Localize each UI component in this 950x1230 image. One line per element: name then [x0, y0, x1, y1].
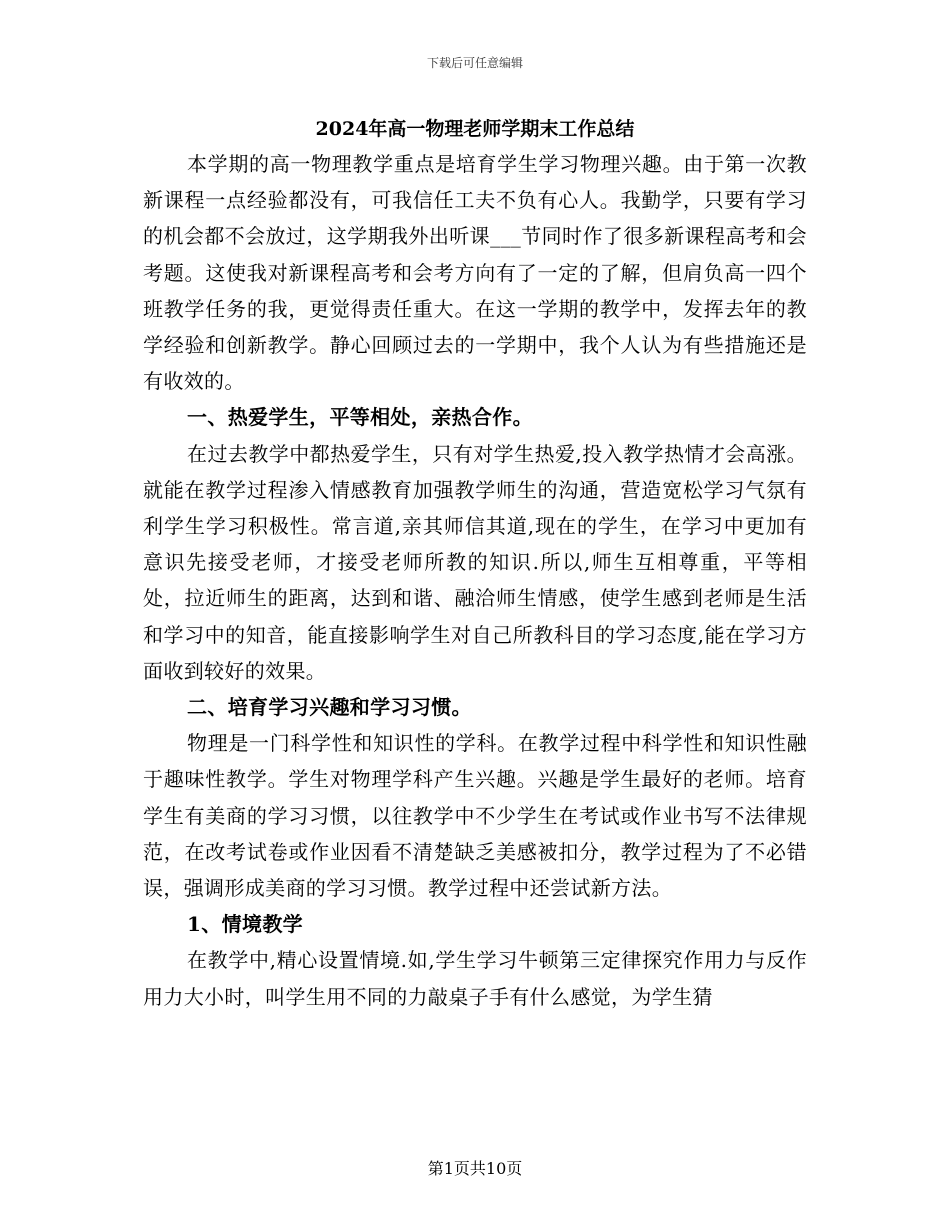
header-note: 下载后可任意编辑	[426, 56, 523, 70]
subsection-heading-1: 1、情境教学	[187, 912, 304, 937]
section-heading-2: 二、培育学习兴趣和学习习惯。	[187, 695, 472, 720]
section-paragraph-1: 在过去教学中都热爱学生，只有对学生热爱,投入教学热情才会高涨。就能在教学过程渗入情感教育加强教学师生的沟通，营造宽松学习气氛有利学生学习积极性。常言道,亲其师信其道,现在的学生，在学习中更加有意识先接受老师，才接受老师所教的知识.所以,师生互相尊重，平等相处，拉近师生的距离，达到和谐、融洽师生情感，使学生感到老师是生活和学习中的知音，能直接影响学生对自己所教科目的学习态度,能在学习方面收到较好的效果。	[143, 441, 807, 683]
page-number: 第1页共10页	[427, 1159, 523, 1178]
intro-paragraph: 本学期的高一物理教学重点是培育学生学习物理兴趣。由于第一次教新课程一点经验都没有，可我信任工夫不负有心人。我勤学，只要有学习的机会都不会放过，这学期我外出听课___节同时作了很多新课程高考和会考题。这使我对新课程高考和会考方向有了一定的了解，但肩负高一四个班教学任务的我，更觉得责任重大。在这一学期的教学中，发挥去年的教学经验和创新教学。静心回顾过去的一学期中，我个人认为有些措施还是有收效的。	[143, 152, 807, 394]
section-paragraph-2: 物理是一门科学性和知识性的学科。在教学过程中科学性和知识性融于趣味性教学。学生对物理学科产生兴趣。兴趣是学生最好的老师。培育学生有美商的学习习惯，以往教学中不少学生在考试或作业书写不法律规范，在改考试卷或作业因看不清楚缺乏美感被扣分，教学过程为了不必错误，强调形成美商的学习习惯。教学过程中还尝试新方法。	[143, 731, 807, 901]
section-heading-1: 一、热爱学生，平等相处，亲热合作。	[187, 405, 533, 430]
document-body	[143, 146, 807, 1015]
document-title: 2024年高一物理老师学期末工作总结	[315, 118, 635, 140]
subsection-paragraph-1: 在教学中,精心设置情境.如,学生学习牛顿第三定律探究作用力与反作用力大小时，叫学生用不同的力敲桌子手有什么感觉，为学生猜	[143, 948, 807, 1009]
